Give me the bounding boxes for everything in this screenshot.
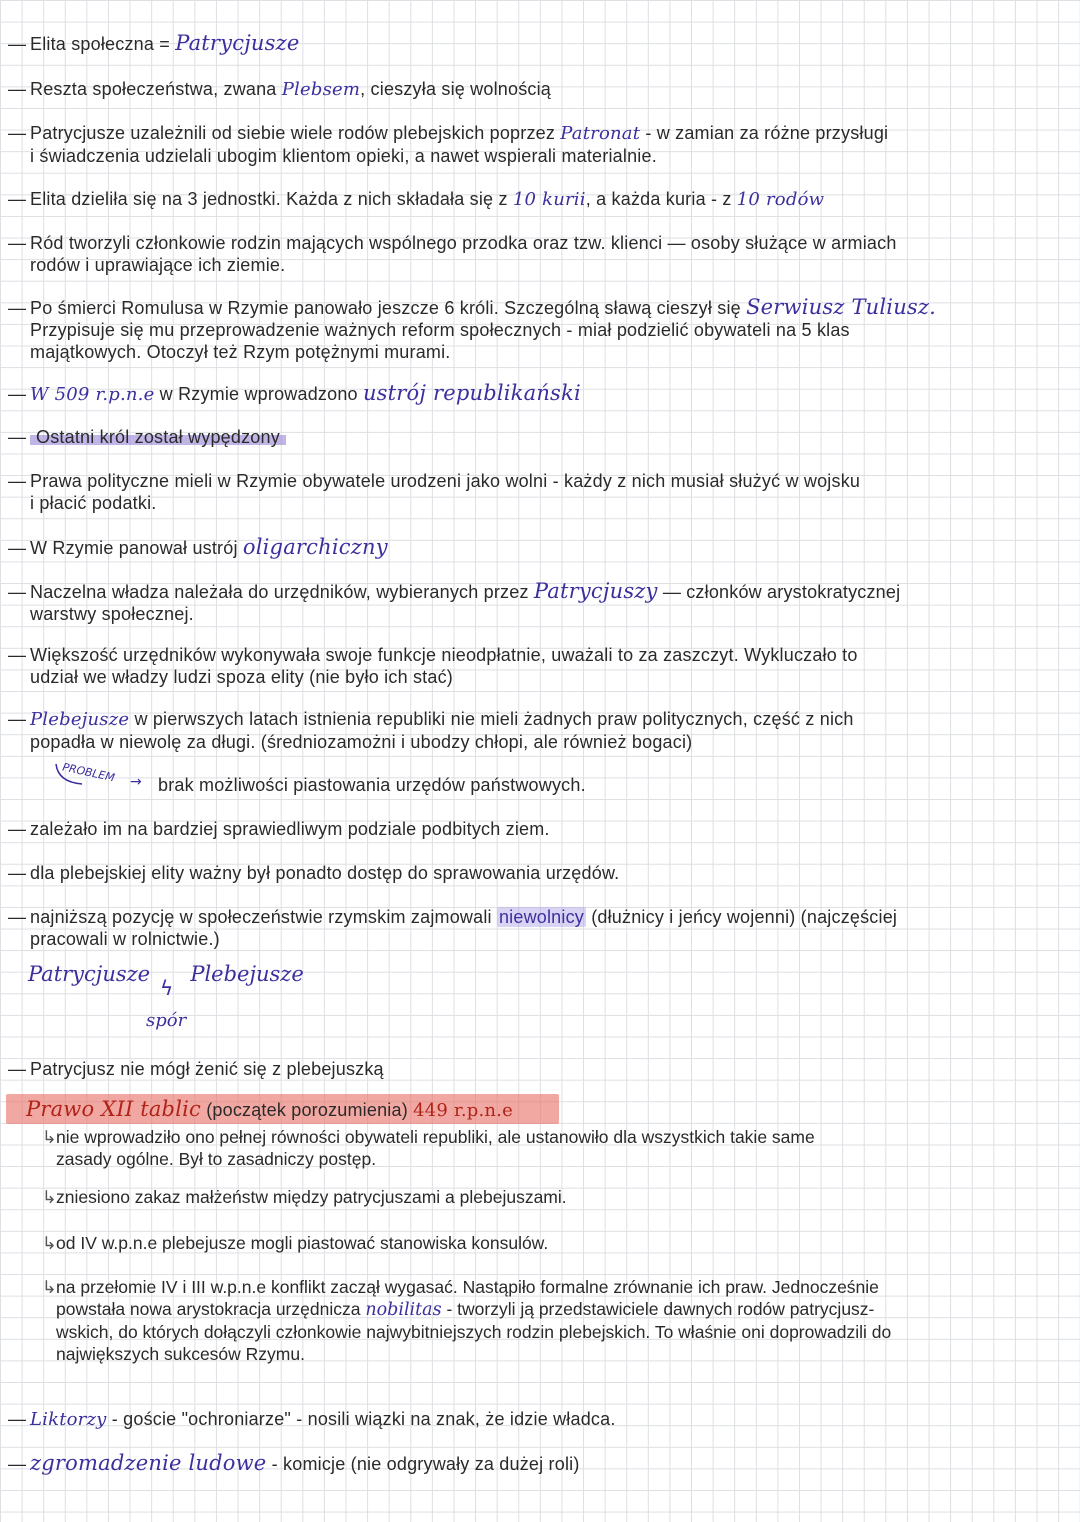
sub-point-4: ↳na przełomie IV i III w.p.n.e konflikt zaczął wygasać. Nastąpiło formalne zrównanie ich praw. Jednocześnie powstała nowa arystokracja urzędnicza nobilitas - tworzyli ją przedstawiciele dawnych rodów patrycjusz- wskich, do których dołączyli członkowie najwybitniejszych rodzin plebejskich. To właśnie oni doprowadzili do największych sukcesów Rzymu. xyxy=(42,1277,892,1364)
sub-point-3: ↳od IV w.p.n.e plebejusze mogli piastować stanowiska konsulów. xyxy=(42,1233,549,1253)
note-line-14: — zależało im na bardziej sprawiedliwym podziale podbitych ziem. xyxy=(8,819,550,839)
problem-annotation: PROBLEM → xyxy=(52,762,162,794)
arrow-right-icon: → xyxy=(130,774,142,790)
sub-point-1: ↳nie wprowadziło ono pełnej równości obywateli republiki, ale ustanowiło dla wszystkich takie same zasady ogólne. Był to zasadniczy postęp. xyxy=(42,1127,815,1169)
note-line-19: — Liktorzy - goście "ochroniarze" - nosili wiązki na znak, że idzie władca. xyxy=(8,1409,616,1430)
note-line-7: — W 509 r.p.n.e w Rzymie wprowadzono ustrój republikański xyxy=(8,381,581,405)
note-line-16: — najniższą pozycję w społeczeństwie rzymskim zajmowali niewolnicy (dłużnicy i jeńcy wojenni) (najczęściej pracowali w rolnictwie.) xyxy=(8,907,898,949)
note-line-10: — W Rzymie panował ustrój oligarchiczny xyxy=(8,535,388,559)
arrow-hook-icon: ↳ xyxy=(42,1277,57,1297)
patricians-plebeians-heading: Patrycjusze Plebejusze xyxy=(28,962,304,986)
note-line-20: — zgromadzenie ludowe - komicje (nie odgrywały za dużej roli) xyxy=(8,1451,580,1475)
note-line-17: — Patrycjusz nie mógł żenić się z plebejuszką xyxy=(8,1059,384,1079)
note-line-9: — Prawa polityczne mieli w Rzymie obywatele urodzeni jako wolni - każdy z nich musiał służyć w wojsku i płacić podatki. xyxy=(8,471,861,513)
dispute-label: spór xyxy=(146,1010,187,1031)
arrow-hook-icon: ↳ xyxy=(42,1127,57,1147)
note-line-4: — Elita dzieliła się na 3 jednostki. Każda z nich składała się z 10 kurii, a każda kuria - z 10 rodów xyxy=(8,189,825,210)
sub-point-2: ↳zniesiono zakaz małżeństw między patrycjuszami a plebejuszami. xyxy=(42,1187,567,1207)
note-line-6: — Po śmierci Romulusa w Rzymie panowało jeszcze 6 króli. Szczególną sławą cieszył się Serwiusz Tuliusz. Przypisuje się mu przeprowadzenie ważnych reform społecznych - miał podzielić obywateli na 5 klas majątkowych. Otoczył też Rzym potężnymi murami. xyxy=(8,295,937,362)
note-line-15: — dla plebejskiej elity ważny był ponadto dostęp do sprawowania urzędów. xyxy=(8,863,620,883)
note-line-5: — Ród tworzyli członkowie rodzin mających wspólnego przodka oraz tzw. klienci — osoby służące w armiach rodów i uprawiające ich ziemie. xyxy=(8,233,897,275)
note-line-11: — Naczelna władza należała do urzędników, wybieranych przez Patrycjuszy — członków arystokratycznej warstwy społecznej. xyxy=(8,579,901,624)
arrow-hook-icon: ↳ xyxy=(42,1233,57,1253)
arrow-hook-icon: ↳ xyxy=(42,1187,57,1207)
note-line-3: — Patrycjusze uzależnili od siebie wiele rodów plebejskich poprzez Patronat - w zamian za różne przysługi i świadczenia udzielali ubogim klientom opieki, a nawet wspierali materialnie. xyxy=(8,123,889,166)
note-line-2: — Reszta społeczeństwa, zwana Plebsem, cieszyła się wolnością xyxy=(8,79,552,100)
note-line-8: — Ostatni król został wypędzony xyxy=(8,426,1066,448)
note-line-12: — Większość urzędników wykonywała swoje funkcje nieodpłatnie, uważali to za zaszczyt. Wykluczało to udział we władzy ludzi spoza elity (nie było ich stać) xyxy=(8,645,858,687)
problem-text-line: brak możliwości piastowania urzędów państwowych. xyxy=(158,775,586,795)
note-line-1: — Elita społeczna = Patrycjusze xyxy=(8,31,300,55)
note-line-18: Prawo XII tablic (początek porozumienia) 449 r.p.n.e xyxy=(26,1097,513,1121)
lightning-icon: ϟ xyxy=(160,976,174,1000)
note-line-13: — Plebejusze w pierwszych latach istnienia republiki nie mieli żadnych praw politycznych, część z nich popadła w niewolę za długi. (średniozamożni i ubodzy chłopi, ale również bogaci) xyxy=(8,709,854,752)
